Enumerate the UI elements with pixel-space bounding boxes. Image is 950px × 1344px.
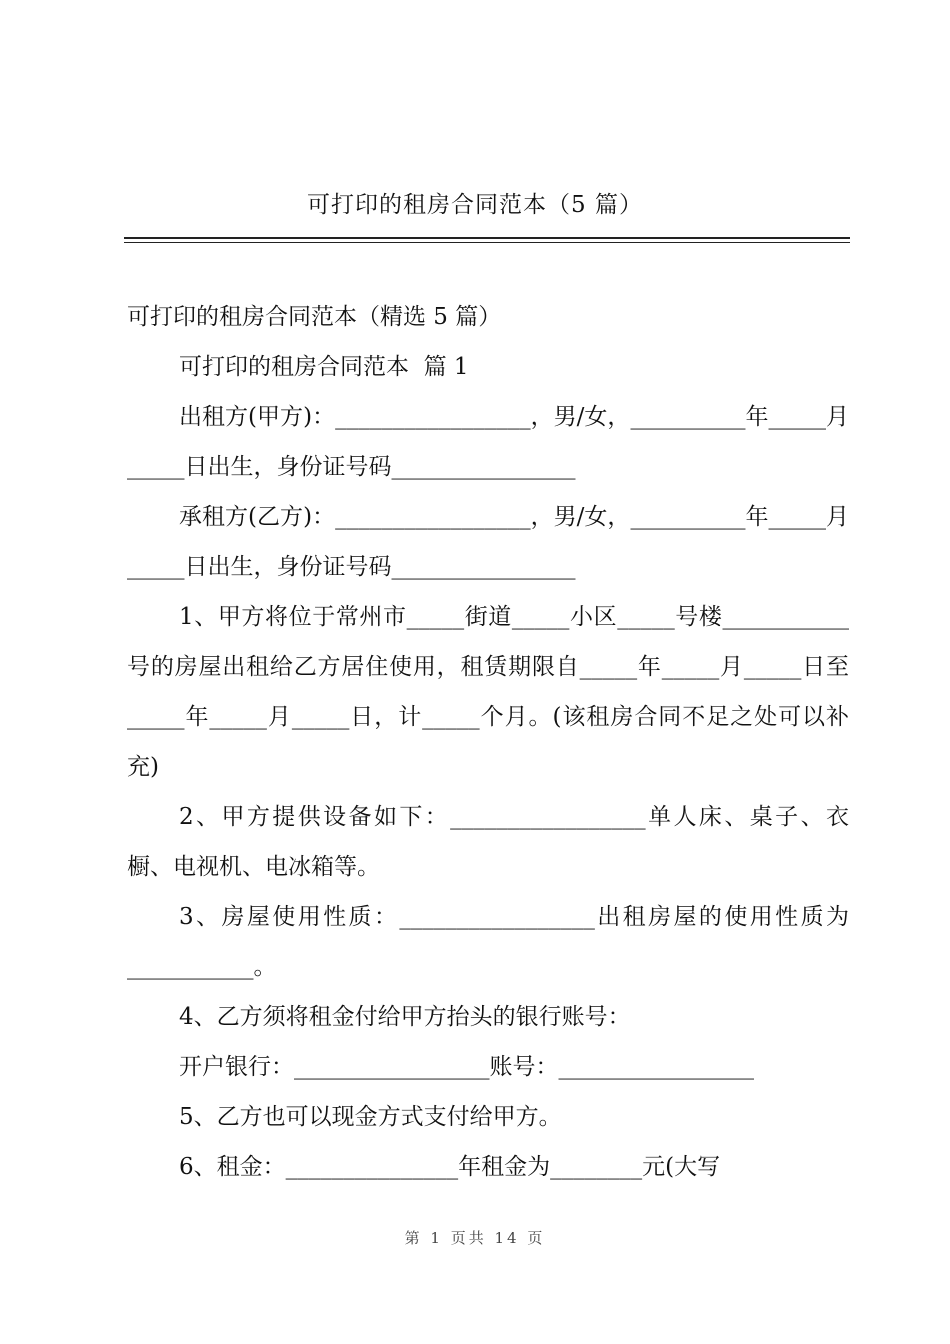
paragraph-clause-1: 1、甲方将位于常州市_____街道_____小区_____号楼___________号的房屋出租给乙方居住使用，租赁期限自_____年_____月_____日至_____年_____月_____日，计_____个月。(该租房合同不足之处可以补充)	[127, 604, 850, 780]
page-header-title: 可打印的租房合同范本（5 篇）	[307, 192, 643, 218]
paragraph-clause-3: 3、房屋使用性质：_________________出租房屋的使用性质为___________。	[127, 904, 849, 980]
header-divider	[124, 237, 850, 243]
document-body	[127, 292, 849, 1192]
paragraph-clause-2: 2、甲方提供设备如下：_________________单人床、桌子、衣橱、电视机、电冰箱等。	[127, 804, 849, 880]
paragraph-lessor: 出租方(甲方)：_________________，男/女，__________年_____月_____日出生，身份证号码________________	[127, 404, 849, 480]
paragraph-bank-account: 开户银行：_________________账号：_________________	[179, 1054, 754, 1080]
page-number-footer: 第 1 页共 14 页	[404, 1229, 546, 1247]
paragraph-lessee: 承租方(乙方)：_________________，男/女，__________年_____月_____日出生，身份证号码________________	[127, 504, 849, 580]
paragraph-clause-4: 4、乙方须将租金付给甲方抬头的银行账号：	[179, 1004, 631, 1030]
paragraph-clause-6: 6、租金：_______________年租金为________元(大写	[179, 1154, 721, 1180]
document-main-title: 可打印的租房合同范本（精选 5 篇）	[127, 304, 502, 330]
section-title: 可打印的租房合同范本 篇 1	[179, 354, 469, 380]
paragraph-clause-5: 5、乙方也可以现金方式支付给甲方。	[179, 1104, 562, 1130]
